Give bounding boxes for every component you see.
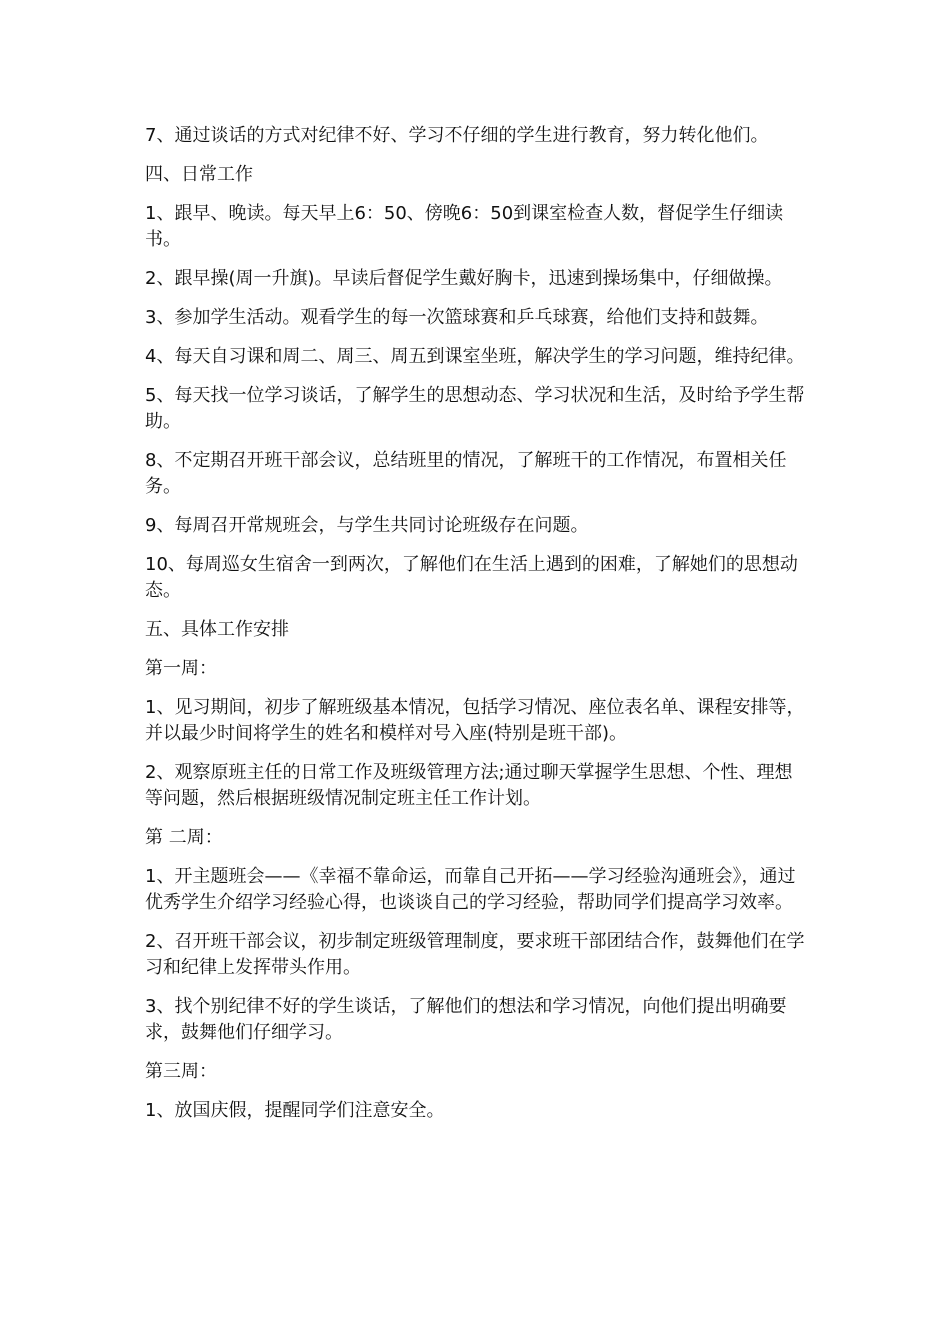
paragraph-week2-3: 3、找个别纪律不好的学生谈话，了解他们的想法和学习情况，向他们提出明确要求，鼓舞他们仔细学习。 (145, 996, 787, 1043)
paragraph-daily-9: 9、每周召开常规班会，与学生共同讨论班级存在问题。 (145, 515, 589, 536)
paragraph-week2-2: 2、召开班干部会议，初步制定班级管理制度，要求班干部团结合作，鼓舞他们在学习和纪律上发挥带头作用。 (145, 931, 805, 978)
week-heading-3: 第三周： (145, 1061, 217, 1082)
paragraph-week2-1: 1、开主题班会——《幸福不靠命运，而靠自己开拓——学习经验沟通班会》，通过优秀学生介绍学习经验心得，也谈谈自己的学习经验，帮助同学们提高学习效率。 (145, 866, 796, 913)
paragraph-daily-8: 8、不定期召开班干部会议，总结班里的情况，了解班干的工作情况，布置相关任务。 (145, 450, 787, 497)
paragraph-week1-1: 1、见习期间，初步了解班级基本情况，包括学习情况、座位表名单、课程安排等，并以最少时间将学生的姓名和模样对号入座(特别是班干部)。 (145, 697, 805, 744)
week-heading-1: 第一周： (145, 658, 217, 679)
paragraph-daily-5: 5、每天找一位学习谈话，了解学生的思想动态、学习状况和生活，及时给予学生帮助。 (145, 385, 805, 432)
paragraph-daily-3: 3、参加学生活动。观看学生的每一次篮球赛和乒乓球赛，给他们支持和鼓舞。 (145, 307, 769, 328)
section-heading-schedule: 五、具体工作安排 (145, 619, 289, 640)
document-page (145, 123, 810, 1137)
paragraph-week1-2: 2、观察原班主任的日常工作及班级管理方法;通过聊天掌握学生思想、个性、理想等问题，然后根据班级情况制定班主任工作计划。 (145, 762, 793, 809)
paragraph-week3-1: 1、放国庆假，提醒同学们注意安全。 (145, 1100, 445, 1121)
section-heading-daily-work: 四、日常工作 (145, 164, 253, 185)
paragraph-daily-2: 2、跟早操(周一升旗)。早读后督促学生戴好胸卡，迅速到操场集中，仔细做操。 (145, 268, 783, 289)
paragraph-item-7: 7、通过谈话的方式对纪律不好、学习不仔细的学生进行教育，努力转化他们。 (145, 125, 769, 146)
paragraph-daily-10: 10、每周巡女生宿舍一到两次，了解他们在生活上遇到的困难，了解她们的思想动态。 (145, 554, 798, 601)
paragraph-daily-1: 1、跟早、晚读。每天早上6：50、傍晚6：50到课室检查人数，督促学生仔细读书。 (145, 203, 784, 250)
week-heading-2: 第 二周： (145, 827, 223, 848)
paragraph-daily-4: 4、每天自习课和周二、周三、周五到课室坐班，解决学生的学习问题，维持纪律。 (145, 346, 805, 367)
